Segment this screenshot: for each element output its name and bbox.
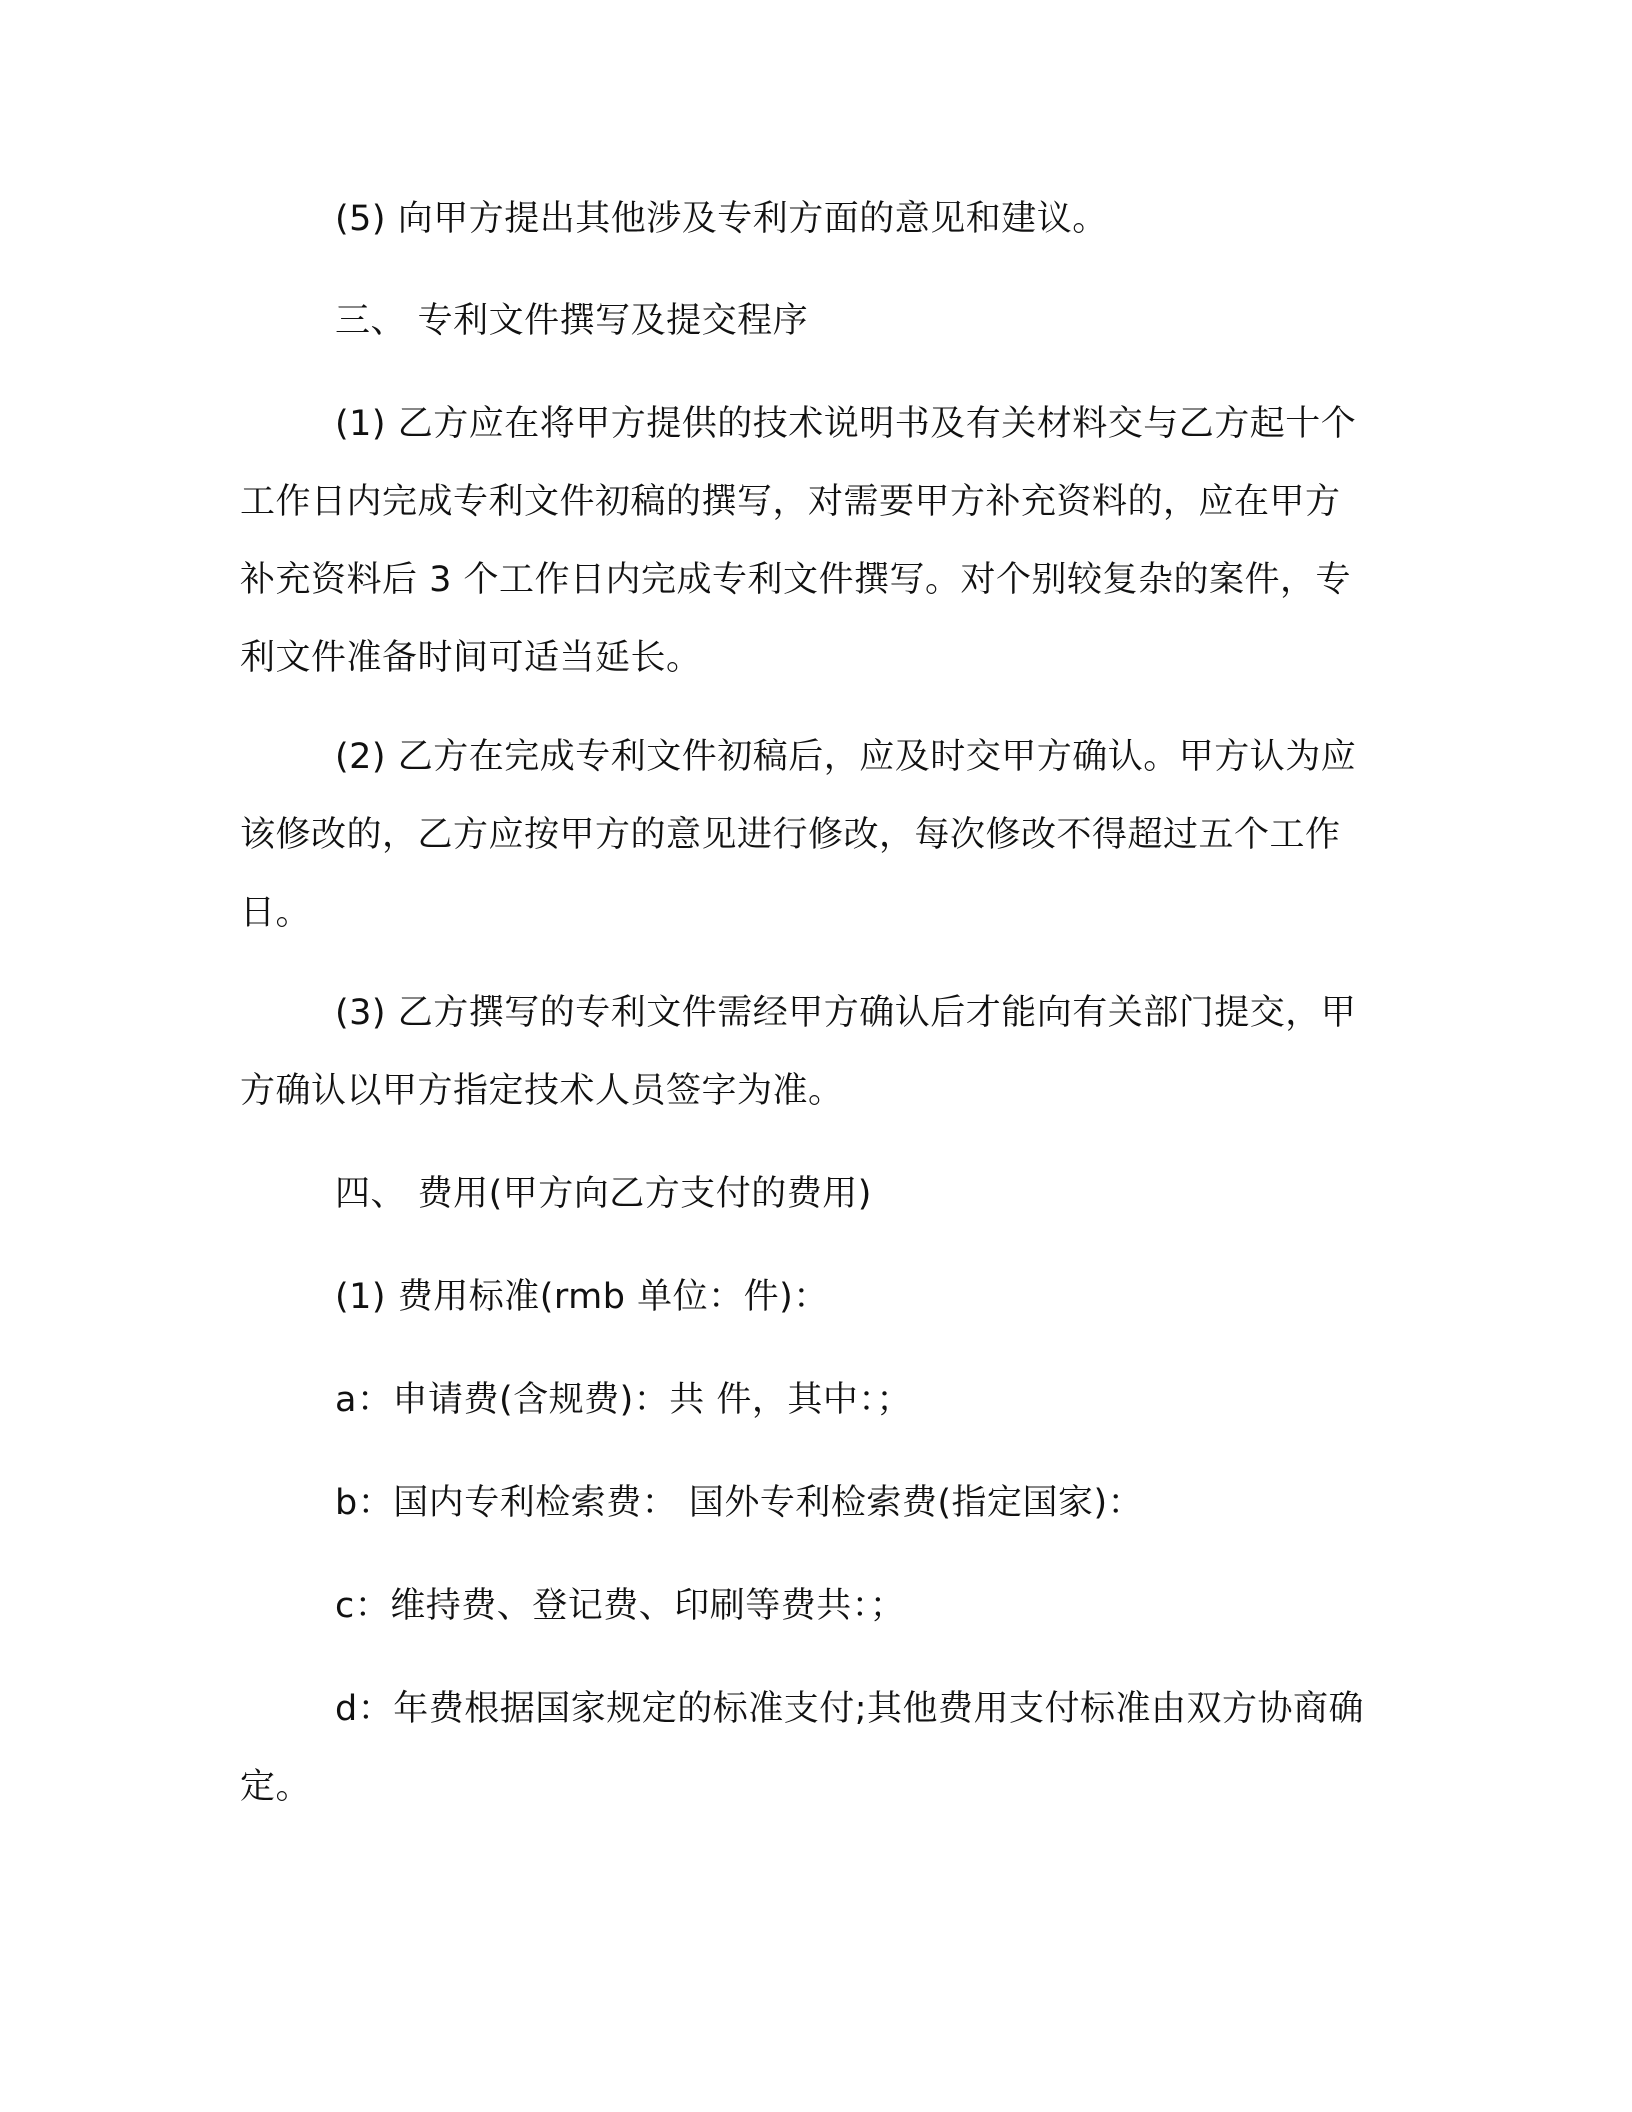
section-3-heading: 三、 专利文件撰写及提交程序 — [335, 301, 809, 341]
fee-item-c: c：维持费、登记费、印刷等费共：； — [335, 1586, 906, 1626]
clause-3-2: (2) 乙方在完成专利文件初稿后，应及时交甲方确认。甲方认为应该修改的，乙方应按甲方的意见进行修改，每次修改不得超过五个工作日。 — [240, 737, 1357, 933]
fee-item-b: b：国内专利检索费： 国外专利检索费(指定国家)： — [335, 1483, 1144, 1523]
clause-4-1: (1) 费用标准(rmb 单位：件)： — [335, 1277, 829, 1317]
section-4-heading: 四、 费用(甲方向乙方支付的费用) — [335, 1174, 872, 1214]
clause-2-5: (5) 向甲方提出其他涉及专利方面的意见和建议。 — [335, 199, 1108, 239]
fee-item-a: a：申请费(含规费)：共 件，其中：； — [335, 1380, 912, 1420]
clause-3-1: (1) 乙方应在将甲方提供的技术说明书及有关材料交与乙方起十个工作日内完成专利文件初稿的撰写，对需要甲方补充资料的，应在甲方补充资料后 3 个工作日内完成专利文件撰写。对个别较复杂的案件，专利文件准备时间可适当延长。 — [240, 404, 1357, 678]
clause-3-3: (3) 乙方撰写的专利文件需经甲方确认后才能向有关部门提交，甲方确认以甲方指定技术人员签字为准。 — [240, 993, 1357, 1111]
fee-item-d: d：年费根据国家规定的标准支付;其他费用支付标准由双方协商确定。 — [240, 1689, 1365, 1807]
